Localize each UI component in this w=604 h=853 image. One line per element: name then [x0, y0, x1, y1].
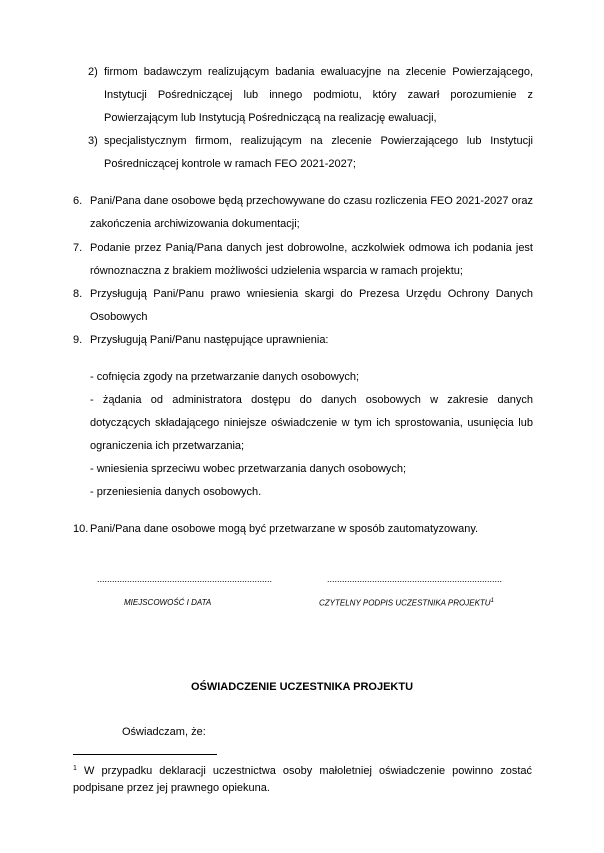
rights-item: - żądania od administratora dostępu do danych osobowych w zakresie danych — [90, 394, 533, 406]
declaration-heading: OŚWIADCZENIE UCZESTNIKA PROJEKTU — [190, 681, 414, 693]
sub-item-number: 3) — [88, 135, 98, 147]
text-line: Pośredniczącej kontrole w ramach FEO 2021-2027; — [104, 158, 356, 170]
footnote-separator — [73, 754, 217, 755]
footnote-ref: 1 — [490, 598, 494, 604]
text-line: Osobowych — [90, 311, 148, 323]
text-line: Powierzającym lub Instytucją Pośredniczącą na realizację ewaluacji, — [104, 112, 437, 124]
list-item-number: 7. — [73, 242, 83, 254]
signature-label-wrap — [319, 598, 494, 608]
text-line: Pani/Pana dane osobowe będą przechowywane do czasu rozliczenia FEO 2021-2027 oraz — [90, 195, 533, 207]
text-line: ograniczenia ich przetwarzania; — [90, 440, 245, 452]
list-item-number: 8. — [73, 288, 83, 300]
rights-item: - przeniesienia danych osobowych. — [90, 486, 262, 498]
text-line: Instytucji Pośredniczącej lub innego podmiotu, który zawarł porozumienie z — [104, 89, 533, 101]
signature-label: CZYTELNY PODPIS UCZESTNIKA PROJEKTU — [319, 598, 491, 608]
signature-line: ...................................................................... — [327, 574, 503, 584]
text-line: specjalistycznym firmom, realizującym na zlecenie Powierzającego lub Instytucji — [104, 135, 533, 147]
text-line: firmom badawczym realizującym badania ewaluacyjne na zlecenie Powierzającego, — [104, 66, 533, 78]
list-item-number: 9. — [73, 334, 83, 346]
text-line: równoznaczna z brakiem możliwości udzielenia wsparcia w ramach projektu; — [90, 265, 463, 277]
text-line: zakończenia archiwizowania dokumentacji; — [90, 218, 300, 230]
place-date-line: ...................................................................... — [97, 574, 273, 584]
rights-item: - wniesienia sprzeciwu wobec przetwarzania danych osobowych; — [90, 463, 407, 475]
text-line: dotyczących składającego niniejsze oświadczenie w tym ich sprostowania, usunięcia lub — [90, 417, 533, 429]
footnote — [73, 760, 532, 797]
rights-item: - cofnięcia zgody na przetwarzanie danych osobowych; — [90, 371, 360, 383]
place-date-label: MIEJSCOWOŚĆ I DATA — [124, 598, 212, 607]
footnote-text: W przypadku deklaracji uczestnictwa osoby małoletniej oświadczenie powinno zostać podpisane przez jej prawnego opiekuna. — [73, 765, 532, 794]
sub-item-number: 2) — [88, 66, 98, 78]
list-item-number: 10. — [73, 523, 89, 535]
list-item-10: Pani/Pana dane osobowe mogą być przetwarzane w sposób zautomatyzowany. — [90, 523, 479, 535]
text-line: Podanie przez Panią/Pana danych jest dobrowolne, aczkolwiek odmowa ich podania jest — [90, 242, 533, 254]
declaration-intro: Oświadczam, że: — [122, 726, 206, 738]
list-item-9: Przysługują Pani/Panu następujące uprawnienia: — [90, 334, 329, 346]
text-line: Przysługują Pani/Panu prawo wniesienia skargi do Prezesa Urzędu Ochrony Danych — [90, 288, 533, 300]
footnote-number: 1 — [73, 765, 77, 772]
list-item-number: 6. — [73, 195, 83, 207]
